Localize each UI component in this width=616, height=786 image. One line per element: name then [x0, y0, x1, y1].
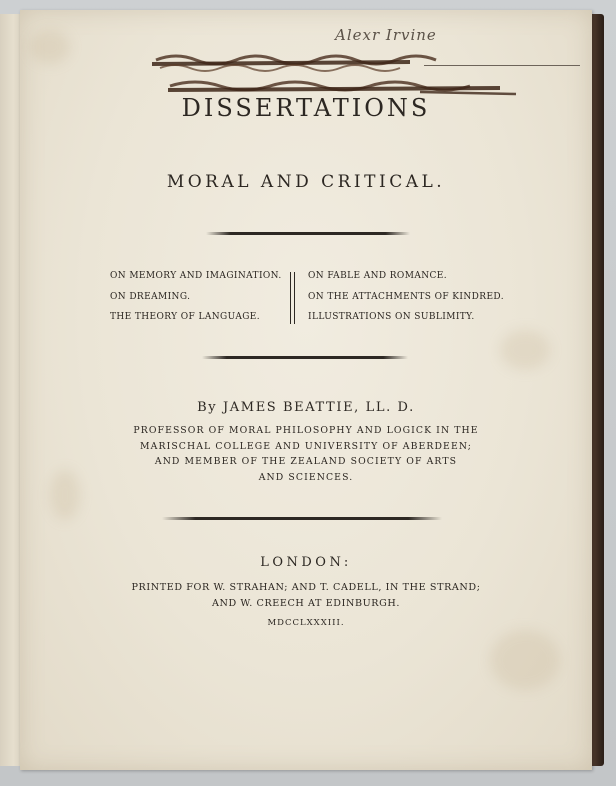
imprint-printers: [20, 580, 592, 612]
contents-item: ON DREAMING.: [110, 291, 191, 302]
contents-item: ON THE ATTACHMENTS OF KINDRED.: [308, 291, 504, 302]
ornamental-rule: [162, 517, 442, 520]
imprint-city: LONDON:: [260, 555, 352, 570]
ornamental-rule: [202, 356, 408, 359]
contents-item: THE THEORY OF LANGUAGE.: [110, 312, 261, 322]
book-title: DISSERTATIONS: [181, 94, 431, 122]
contents-item: ON MEMORY AND IMAGINATION.: [110, 271, 282, 281]
title-page: [20, 10, 592, 770]
foxing-stain: [490, 630, 560, 690]
contents-item: ON FABLE AND ROMANCE.: [308, 271, 448, 281]
credentials-line: MARISCHAL COLLEGE AND UNIVERSITY OF ABERDEEN;: [140, 440, 472, 452]
book-cover-edge: [590, 14, 604, 766]
foxing-stain: [500, 330, 550, 370]
foxing-stain: [30, 30, 70, 64]
author-line: By JAMES BEATTIE, LL. D.: [197, 400, 415, 415]
imprint-year: MDCCLXXXIII.: [267, 618, 345, 628]
contents-list-left: [110, 266, 282, 328]
printers-line: AND W. CREECH AT EDINBURGH.: [211, 598, 401, 609]
contents-item: ILLUSTRATIONS ON SUBLIMITY.: [308, 312, 475, 322]
credentials-line: AND MEMBER OF THE ZEALAND SOCIETY OF ARTS: [154, 456, 458, 467]
author-credentials: [20, 423, 592, 485]
credentials-line: AND SCIENCES.: [258, 471, 354, 483]
contents-divider: [290, 272, 295, 324]
contents-list-right: [308, 266, 504, 328]
handwritten-signature: Alexr Irvine: [335, 26, 437, 44]
credentials-line: PROFESSOR OF MORAL PHILOSOPHY AND LOGICK IN THE: [133, 425, 479, 436]
ornamental-rule: [206, 232, 410, 235]
book-subtitle: MORAL AND CRITICAL.: [166, 172, 446, 192]
printers-line: PRINTED FOR W. STRAHAN; AND T. CADELL, IN THE STRAND;: [131, 582, 481, 593]
